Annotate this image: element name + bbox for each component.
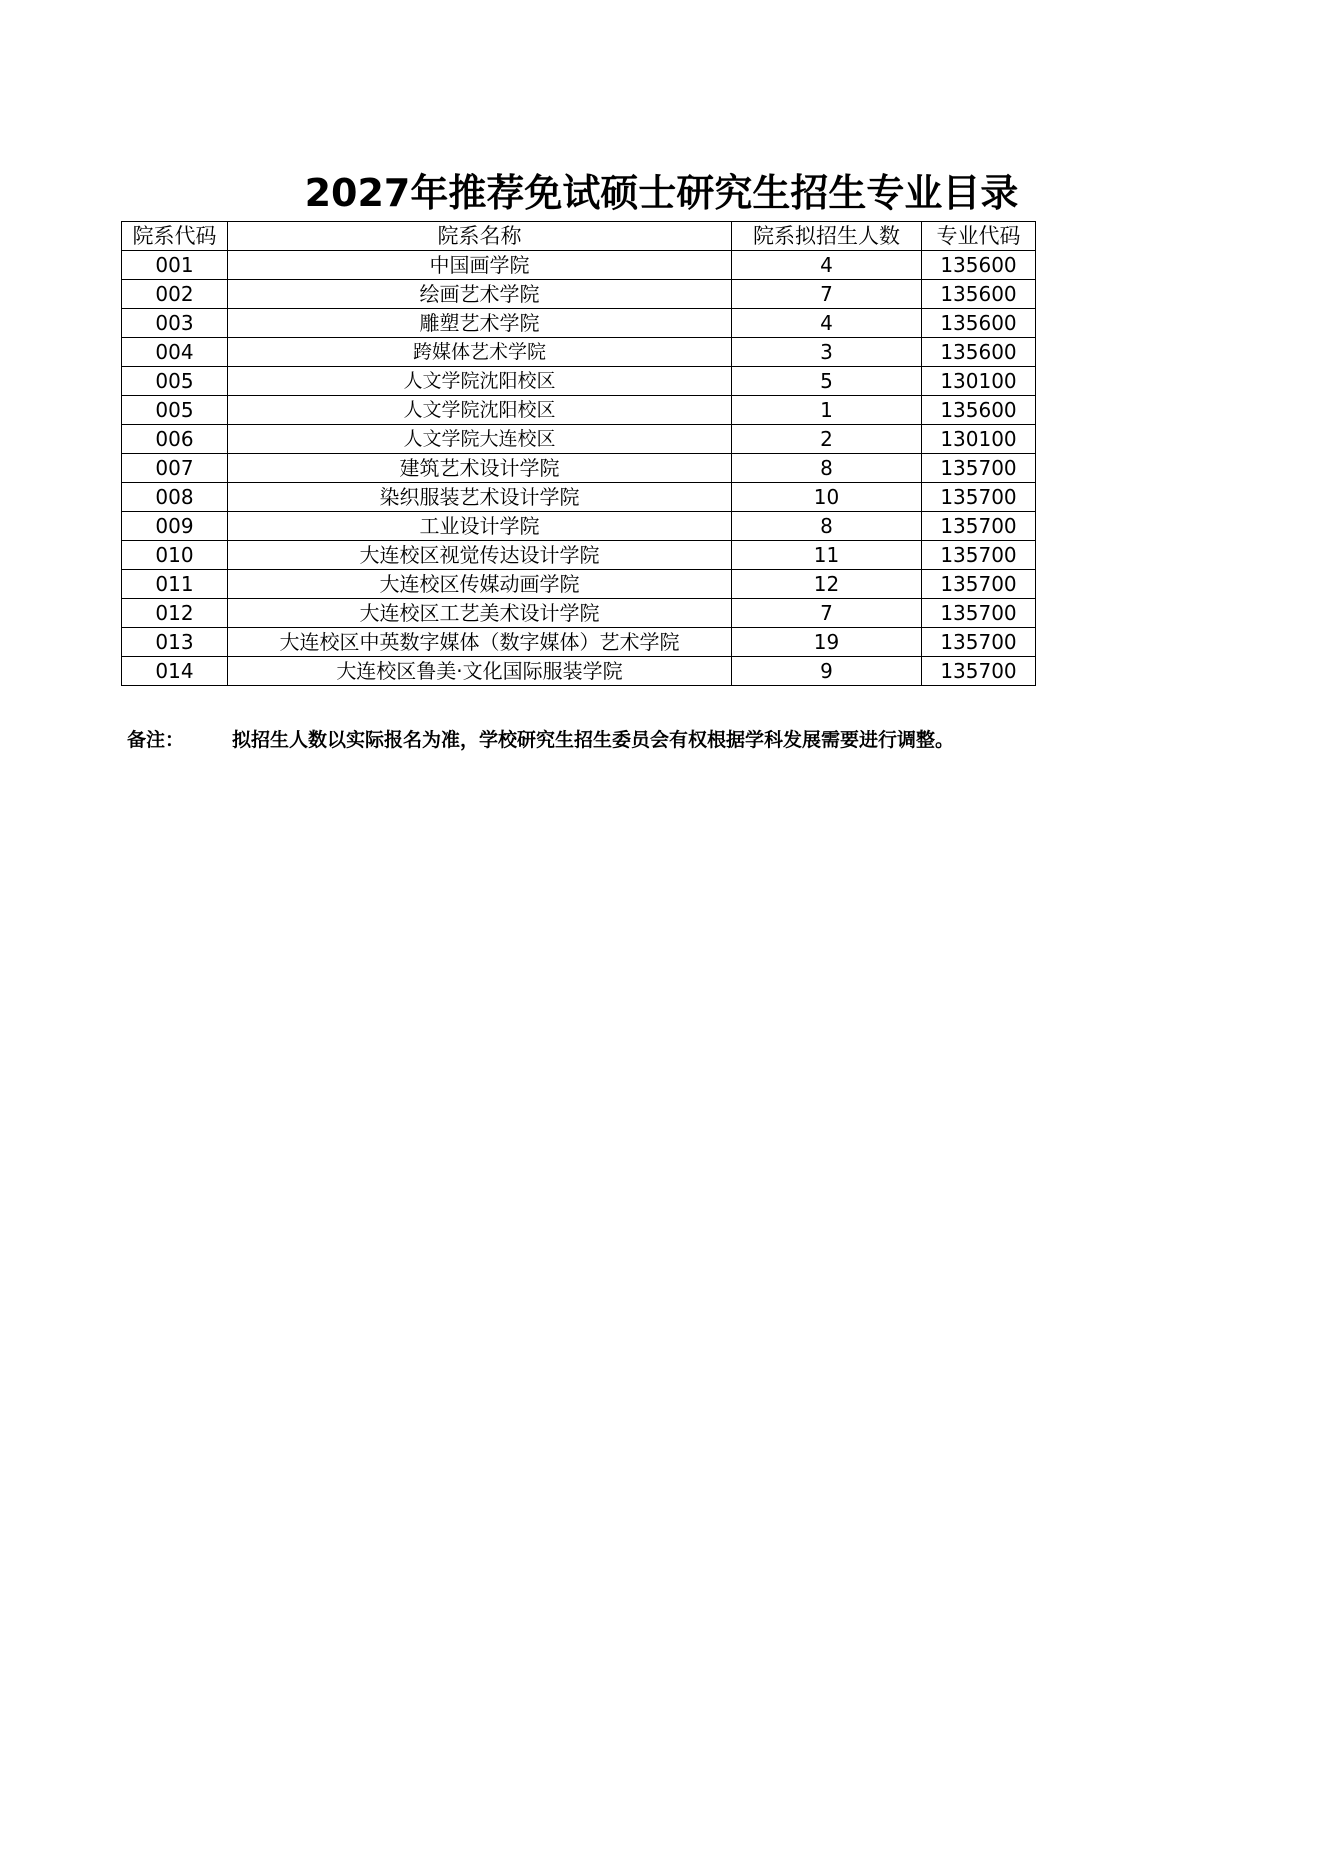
planned-count-cell: 10 — [732, 483, 922, 512]
dept-code-cell: 005 — [122, 396, 228, 425]
table-row — [122, 512, 1036, 541]
table-row — [122, 280, 1036, 309]
major-code-cell: 135700 — [922, 628, 1036, 657]
dept-code-cell: 011 — [122, 570, 228, 599]
major-code-cell: 135700 — [922, 512, 1036, 541]
major-code-cell: 135700 — [922, 657, 1036, 686]
major-code-cell: 135600 — [922, 309, 1036, 338]
dept-code-cell: 014 — [122, 657, 228, 686]
table-row — [122, 251, 1036, 280]
dept-name-cell: 大连校区鲁美·文化国际服装学院 — [228, 657, 732, 686]
dept-name-cell: 中国画学院 — [228, 251, 732, 280]
dept-code-cell: 010 — [122, 541, 228, 570]
table-header-row — [122, 222, 1036, 251]
sheet-print-area — [0, 0, 1040, 800]
dept-name-cell: 大连校区工艺美术设计学院 — [228, 599, 732, 628]
planned-count-cell: 19 — [732, 628, 922, 657]
major-code-cell: 130100 — [922, 367, 1036, 396]
table-row — [122, 454, 1036, 483]
dept-code-cell: 002 — [122, 280, 228, 309]
dept-name-cell: 人文学院沈阳校区 — [228, 396, 732, 425]
planned-count-cell: 4 — [732, 309, 922, 338]
planned-count-cell: 8 — [732, 512, 922, 541]
dept-code-cell: 008 — [122, 483, 228, 512]
header-dept-code: 院系代码 — [122, 222, 228, 251]
dept-name-cell: 人文学院大连校区 — [228, 425, 732, 454]
major-code-cell: 135600 — [922, 338, 1036, 367]
planned-count-cell: 7 — [732, 280, 922, 309]
major-code-cell: 135700 — [922, 599, 1036, 628]
table-row — [122, 338, 1036, 367]
dept-name-cell: 人文学院沈阳校区 — [228, 367, 732, 396]
dept-code-cell: 004 — [122, 338, 228, 367]
major-code-cell: 135600 — [922, 280, 1036, 309]
dept-code-cell: 005 — [122, 367, 228, 396]
dept-name-cell: 工业设计学院 — [228, 512, 732, 541]
table-row — [122, 309, 1036, 338]
note-label: 备注： — [127, 729, 185, 751]
planned-count-cell: 9 — [732, 657, 922, 686]
dept-code-cell: 013 — [122, 628, 228, 657]
major-code-cell: 135700 — [922, 541, 1036, 570]
page-title: 2027年推荐免试硕士研究生招生专业目录 — [304, 171, 1019, 215]
planned-count-cell: 1 — [732, 396, 922, 425]
major-code-cell: 135700 — [922, 454, 1036, 483]
dept-code-cell: 012 — [122, 599, 228, 628]
header-dept-name: 院系名称 — [228, 222, 732, 251]
dept-name-cell: 跨媒体艺术学院 — [228, 338, 732, 367]
planned-count-cell: 2 — [732, 425, 922, 454]
table-row — [122, 599, 1036, 628]
planned-count-cell: 5 — [732, 367, 922, 396]
table-row — [122, 541, 1036, 570]
dept-name-cell: 大连校区视觉传达设计学院 — [228, 541, 732, 570]
note-text: 拟招生人数以实际报名为准，学校研究生招生委员会有权根据学科发展需要进行调整。 — [232, 729, 955, 751]
table-row — [122, 425, 1036, 454]
planned-count-cell: 7 — [732, 599, 922, 628]
major-code-cell: 135600 — [922, 396, 1036, 425]
header-planned-count: 院系拟招生人数 — [732, 222, 922, 251]
dept-code-cell: 007 — [122, 454, 228, 483]
dept-name-cell: 大连校区传媒动画学院 — [228, 570, 732, 599]
major-code-cell: 135700 — [922, 570, 1036, 599]
enrollment-catalog-table — [121, 221, 1036, 686]
table-row — [122, 570, 1036, 599]
major-code-cell: 135600 — [922, 251, 1036, 280]
table-row — [122, 657, 1036, 686]
dept-code-cell: 009 — [122, 512, 228, 541]
planned-count-cell: 4 — [732, 251, 922, 280]
dept-name-cell: 绘画艺术学院 — [228, 280, 732, 309]
dept-code-cell: 003 — [122, 309, 228, 338]
table-row — [122, 483, 1036, 512]
table-row — [122, 396, 1036, 425]
dept-code-cell: 001 — [122, 251, 228, 280]
dept-name-cell: 大连校区中英数字媒体（数字媒体）艺术学院 — [228, 628, 732, 657]
table-row — [122, 367, 1036, 396]
planned-count-cell: 11 — [732, 541, 922, 570]
dept-code-cell: 006 — [122, 425, 228, 454]
table-row — [122, 628, 1036, 657]
planned-count-cell: 3 — [732, 338, 922, 367]
dept-name-cell: 雕塑艺术学院 — [228, 309, 732, 338]
dept-name-cell: 建筑艺术设计学院 — [228, 454, 732, 483]
major-code-cell: 130100 — [922, 425, 1036, 454]
major-code-cell: 135700 — [922, 483, 1036, 512]
dept-name-cell: 染织服装艺术设计学院 — [228, 483, 732, 512]
planned-count-cell: 12 — [732, 570, 922, 599]
planned-count-cell: 8 — [732, 454, 922, 483]
header-major-code: 专业代码 — [922, 222, 1036, 251]
